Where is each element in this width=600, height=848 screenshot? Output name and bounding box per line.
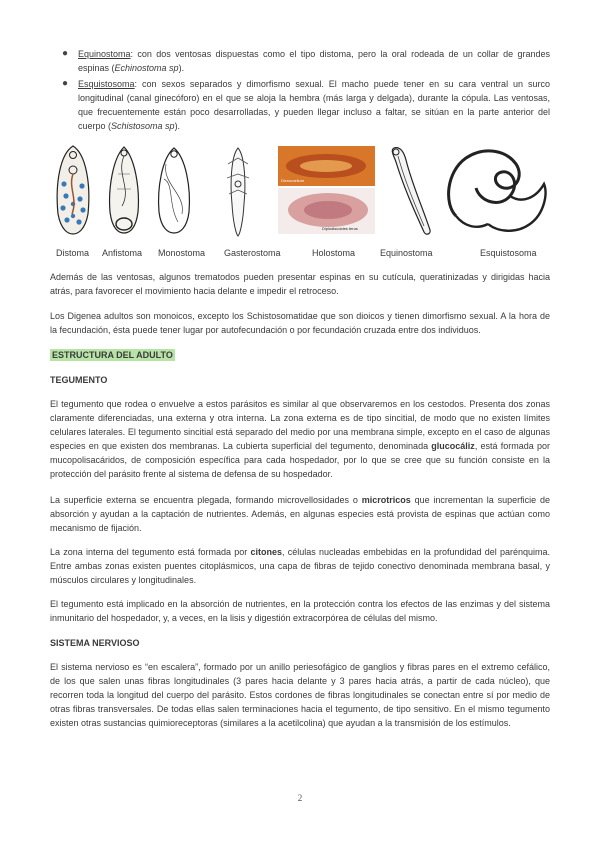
tegumento-paragraph-3: La zona interna del tegumento está formada por citones, células nucleadas embebidas en la profundidad del parénquima. Entre ambas zonas existen puentes citoplásmicos, una capa de fibras de tejido conectivo denominada membrana basal, y músculos circulares y longitudinales.	[50, 547, 550, 585]
tegumento-heading: TEGUMENTO	[50, 375, 108, 385]
term-citones: citones	[250, 547, 282, 557]
bullet-dot-icon: ●	[62, 48, 69, 59]
caption-monostoma: Monostoma	[158, 248, 206, 258]
inset-bottom-label: Diplodiscoides terus	[322, 226, 358, 231]
holostoma-photos	[278, 144, 376, 236]
figure-captions	[50, 248, 550, 262]
paragraph-digenea: Los Digenea adultos son monoicos, excepto los Schistosomatidae que son dioicos y tienen dimorfismo sexual. A la hora de la fecundación, ésta puede tener lugar por autofecundación o por fecundación cruzada entre dos individuos.	[50, 311, 550, 335]
anfistoma-illustration	[104, 144, 144, 236]
bullet-dot-icon: ●	[62, 78, 69, 89]
gasterostoma-illustration	[220, 144, 256, 240]
caption-distoma: Distoma	[56, 248, 90, 258]
caption-equinostoma: Equinostoma	[380, 248, 433, 258]
sistema-nervioso-paragraph: El sistema nervioso es “en escalera”, formado por un anillo periesofágico de ganglios y fibras pares en el extremo cefálico, de los que salen unas fibras longitudinales (3 pares hacia delante y 3 pares hacia atrás, a partir de cada núcleo), que recorren toda la longitud del cuerpo del parásito. Estos cordones de fibras longitudinales se conectan entre sí por medio de otras fibras transversales. De todas ellas salen terminaciones hacia el tegumento, de tipo sensitivo. En el mismo tegumento existen otras sustancias quimioreceptoras (similares a la acetilcolina) que ayudan a la transmisión de los estímulos.	[50, 662, 550, 728]
tegumento-paragraph-4: El tegumento está implicado en la absorción de nutrientes, en la protección contra los efectos de las enzimas y del sistema inmunitario del hospedador, y, a veces, en la lisis y digestión extracorpórea de células del mismo.	[50, 599, 550, 623]
term-equinostoma: Equinostoma	[78, 49, 131, 59]
bullet-esquistosoma: ● Esquistosoma: con sexos separados y dimorfismo sexual. El macho puede tener en su cara ventral un surco longitudinal (canal ginecóforo) en el que se aloja la hembra (más larga y delgada), durante la cópula. Las ventosas, que frecuentemente están poco desarrolladas, y pueden llegar incluso a faltar, se sitúan en la parte anterior del cuerpo (Schistosoma sp).	[62, 78, 550, 131]
term-glucocaliz: glucocáliz	[431, 441, 475, 451]
caption-holostoma: Holostoma	[312, 248, 356, 258]
distoma-illustration	[52, 144, 94, 236]
term-esquistosoma: Esquistosoma	[78, 79, 135, 89]
section-title	[50, 348, 550, 362]
inset-top-label: Dicrocoelium	[281, 178, 305, 183]
trematode-figures	[50, 144, 550, 244]
monostoma-illustration	[154, 144, 194, 236]
equinostoma-illustration	[386, 144, 436, 238]
sistema-nervioso-heading: SISTEMA NERVIOSO	[50, 638, 140, 648]
paragraph-espinas: Además de las ventosas, algunos trematodos pueden presentar espinas en su cutícula, queratinizadas y dirigidas hacia atrás, para favorecer el movimiento hacia delante e impedir el retroceso.	[50, 272, 550, 296]
bullet-equinostoma: ● Equinostoma: con dos ventosas dispuestas como el tipo distoma, pero la oral rodeada de un collar de grandes espinas (Echinostoma sp).	[62, 48, 550, 73]
term-microtricos: microtricos	[361, 495, 411, 505]
tegumento-paragraph-2: La superficie externa se encuentra plegada, formando microvellosidades o microtricos que incrementan la superficie de absorción y ayudan a la captación de nutrientes. Además, en algunas especies está provista de espinas que actúan como mecanismo de fijación.	[50, 495, 550, 533]
type-bullet-list	[56, 47, 550, 135]
tegumento-paragraph-1: El tegumento que rodea o envuelve a estos parásitos es similar al que observaremos en los cestodos. Presenta dos zonas claramente diferenciadas, una externa y otra interna. La zona externa es de tipo sincitial, de modo que no existen límites celulares laterales. El tegumento sincitial está separado del medio por una membrana simple, excepto en el caso de algunas especies en que existen dos membranas. La cubierta superficial del tegumento, denominada glucocáliz, está formada por mucopolisacáridos, de composición específica para cada hospedador, por lo que se cree que su función consiste en la protección del parásito frente al sistema de defensa de su hospedador.	[50, 399, 550, 479]
caption-anfistoma: Anfistoma	[102, 248, 143, 258]
section-title-highlight: ESTRUCTURA DEL ADULTO	[52, 350, 173, 360]
esquistosoma-illustration	[440, 144, 550, 238]
caption-gasterostoma: Gasterostoma	[224, 248, 281, 258]
page-number: 2	[297, 793, 303, 803]
caption-esquistosoma: Esquistosoma	[480, 248, 537, 258]
